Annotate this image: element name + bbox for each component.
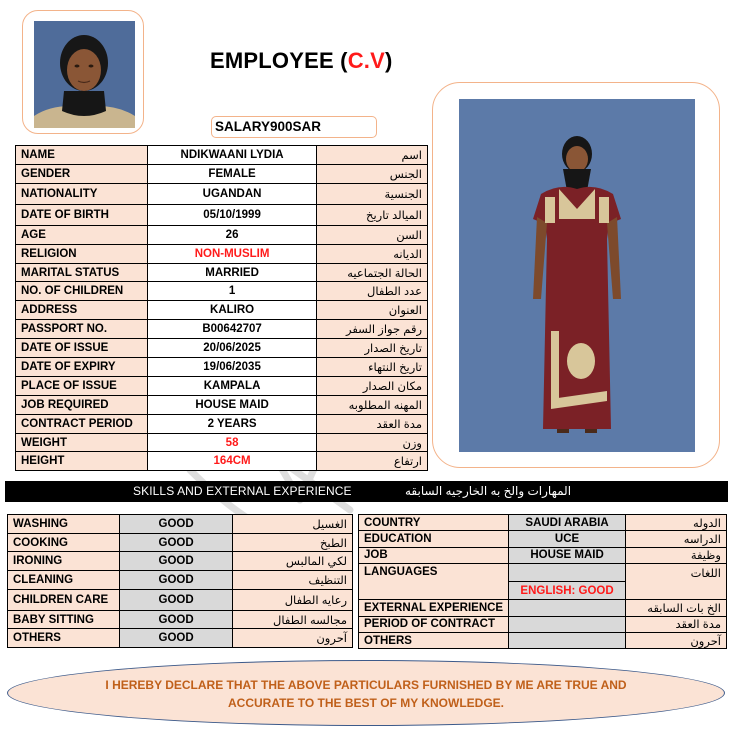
skill-label-arabic: الطبخ — [233, 533, 353, 552]
field-label: NAME — [16, 146, 148, 165]
table-row — [16, 225, 428, 244]
field-label: MARITAL STATUS — [16, 263, 148, 282]
field-label: GENDER — [16, 164, 148, 183]
table-row — [16, 301, 428, 320]
experience-label-arabic: الدوله — [626, 515, 727, 531]
table-row — [359, 600, 727, 616]
field-label: HEIGHT — [16, 452, 148, 471]
field-label-arabic: الجنس — [317, 164, 428, 183]
field-value: NDIKWAANI LYDIA — [147, 146, 316, 165]
field-label: PASSPORT NO. — [16, 320, 148, 339]
table-row — [359, 547, 727, 563]
field-value: 58 — [147, 433, 316, 452]
skill-level: GOOD — [119, 552, 232, 571]
field-label: NO. OF CHILDREN — [16, 282, 148, 301]
declaration-statement — [7, 660, 725, 726]
declaration-line-1: I HEREBY DECLARE THAT THE ABOVE PARTICULARS FURNISHED BY ME ARE TRUE AND — [105, 678, 627, 692]
experience-label-arabic: آحرون — [626, 632, 727, 648]
table-row — [8, 552, 353, 571]
field-label-arabic: ارتفاع — [317, 452, 428, 471]
table-row — [16, 282, 428, 301]
skill-level: GOOD — [119, 610, 232, 629]
experience-label-arabic: وظيفة — [626, 547, 727, 563]
full-body-photo — [459, 99, 695, 452]
field-label-arabic: عدد الطفال — [317, 282, 428, 301]
table-row — [16, 146, 428, 165]
skill-label-arabic: الغسيل — [233, 515, 353, 534]
field-value: UGANDAN — [147, 183, 316, 204]
experience-label: PERIOD OF CONTRACT — [359, 616, 509, 632]
table-row — [16, 164, 428, 183]
salary-badge: SALARY900SAR — [211, 116, 377, 138]
field-label-arabic: السن — [317, 225, 428, 244]
experience-value: HOUSE MAID — [509, 547, 626, 563]
field-label-arabic: اسم — [317, 146, 428, 165]
field-label-arabic: تاريخ الصدار — [317, 339, 428, 358]
table-row — [16, 263, 428, 282]
field-label-arabic: الديانه — [317, 244, 428, 263]
field-label-arabic: الميالد تاريخ — [317, 204, 428, 225]
page-title: EMPLOYEE (C.V) — [210, 48, 393, 73]
skill-level: GOOD — [119, 589, 232, 610]
table-row — [16, 339, 428, 358]
skill-label: OTHERS — [8, 629, 120, 648]
personal-info-table — [15, 145, 428, 471]
field-label-arabic: مكان الصدار — [317, 376, 428, 395]
table-row — [359, 531, 727, 547]
skill-label: BABY SITTING — [8, 610, 120, 629]
field-label: DATE OF BIRTH — [16, 204, 148, 225]
field-label: ADDRESS — [16, 301, 148, 320]
table-row — [16, 433, 428, 452]
field-value: 2 YEARS — [147, 414, 316, 433]
experience-value: UCE — [509, 531, 626, 547]
table-row — [16, 376, 428, 395]
field-label: AGE — [16, 225, 148, 244]
skill-label-arabic: لكي المالبس — [233, 552, 353, 571]
table-row — [16, 320, 428, 339]
skill-level: GOOD — [119, 629, 232, 648]
field-value: HOUSE MAID — [147, 395, 316, 414]
experience-label-arabic: الخ بات السابقه — [626, 600, 727, 616]
table-row — [359, 515, 727, 531]
field-label: RELIGION — [16, 244, 148, 263]
table-row — [359, 632, 727, 648]
field-value: FEMALE — [147, 164, 316, 183]
full-body-frame — [432, 82, 720, 468]
experience-label: LANGUAGES — [359, 564, 509, 600]
experience-value — [509, 600, 626, 616]
skill-label: COOKING — [8, 533, 120, 552]
table-row — [8, 571, 353, 590]
field-value: MARRIED — [147, 263, 316, 282]
field-value: 05/10/1999 — [147, 204, 316, 225]
table-row — [8, 610, 353, 629]
experience-value: SAUDI ARABIA — [509, 515, 626, 531]
field-label: PLACE OF ISSUE — [16, 376, 148, 395]
headshot-frame — [22, 10, 144, 134]
skill-label-arabic: مجالسه الطفال — [233, 610, 353, 629]
table-row — [16, 244, 428, 263]
table-row — [16, 452, 428, 471]
experience-label-arabic: مدة العقد — [626, 616, 727, 632]
experience-label: EXTERNAL EXPERIENCE — [359, 600, 509, 616]
field-value: 164CM — [147, 452, 316, 471]
field-label: CONTRACT PERIOD — [16, 414, 148, 433]
table-row — [8, 515, 353, 534]
skill-label-arabic: رعايه الطفال — [233, 589, 353, 610]
experience-label: COUNTRY — [359, 515, 509, 531]
table-row — [359, 564, 727, 582]
experience-value — [509, 632, 626, 648]
table-row — [16, 204, 428, 225]
field-value: KAMPALA — [147, 376, 316, 395]
experience-label: EDUCATION — [359, 531, 509, 547]
table-row — [359, 616, 727, 632]
skill-level: GOOD — [119, 533, 232, 552]
skill-label-arabic: التنظيف — [233, 571, 353, 590]
table-row — [8, 629, 353, 648]
experience-table — [358, 514, 727, 649]
skills-table — [7, 514, 353, 648]
skills-header-english: SKILLS AND EXTERNAL EXPERIENCE — [133, 484, 352, 498]
experience-value — [509, 616, 626, 632]
skill-label-arabic: آحرون — [233, 629, 353, 648]
field-label-arabic: المهنه المطلوبه — [317, 395, 428, 414]
experience-label: JOB — [359, 547, 509, 563]
table-row — [8, 533, 353, 552]
field-label-arabic: مدة العقد — [317, 414, 428, 433]
table-row — [8, 589, 353, 610]
experience-label-arabic: الدراسه — [626, 531, 727, 547]
field-label-arabic: الحالة الجتماعيه — [317, 263, 428, 282]
skill-level: GOOD — [119, 571, 232, 590]
field-value: 19/06/2035 — [147, 358, 316, 377]
table-row — [16, 183, 428, 204]
field-label: JOB REQUIRED — [16, 395, 148, 414]
table-row — [16, 358, 428, 377]
table-row — [16, 395, 428, 414]
skill-level: GOOD — [119, 515, 232, 534]
experience-label: OTHERS — [359, 632, 509, 648]
field-label: DATE OF ISSUE — [16, 339, 148, 358]
field-label-arabic: وزن — [317, 433, 428, 452]
field-value: 20/06/2025 — [147, 339, 316, 358]
field-value: 1 — [147, 282, 316, 301]
experience-label-arabic: اللغات — [626, 564, 727, 600]
skill-label: CHILDREN CARE — [8, 589, 120, 610]
skill-label: WASHING — [8, 515, 120, 534]
field-label-arabic: العنوان — [317, 301, 428, 320]
field-value: NON-MUSLIM — [147, 244, 316, 263]
language-level: ENGLISH: GOOD — [509, 582, 626, 600]
field-label-arabic: رقم جواز السفر — [317, 320, 428, 339]
field-label: DATE OF EXPIRY — [16, 358, 148, 377]
field-value: B00642707 — [147, 320, 316, 339]
skills-section-header — [5, 481, 728, 502]
experience-value — [509, 564, 626, 582]
field-label-arabic: الجنسية — [317, 183, 428, 204]
skill-label: CLEANING — [8, 571, 120, 590]
field-label: WEIGHT — [16, 433, 148, 452]
field-label: NATIONALITY — [16, 183, 148, 204]
skill-label: IRONING — [8, 552, 120, 571]
headshot-photo — [34, 21, 135, 128]
field-value: 26 — [147, 225, 316, 244]
skills-header-arabic: المهارات والخ به الخارجيه السابقه — [405, 484, 572, 498]
field-value: KALIRO — [147, 301, 316, 320]
table-row — [16, 414, 428, 433]
declaration-line-2: ACCURATE TO THE BEST OF MY KNOWLEDGE. — [227, 696, 504, 710]
field-label-arabic: تاريخ النتهاء — [317, 358, 428, 377]
